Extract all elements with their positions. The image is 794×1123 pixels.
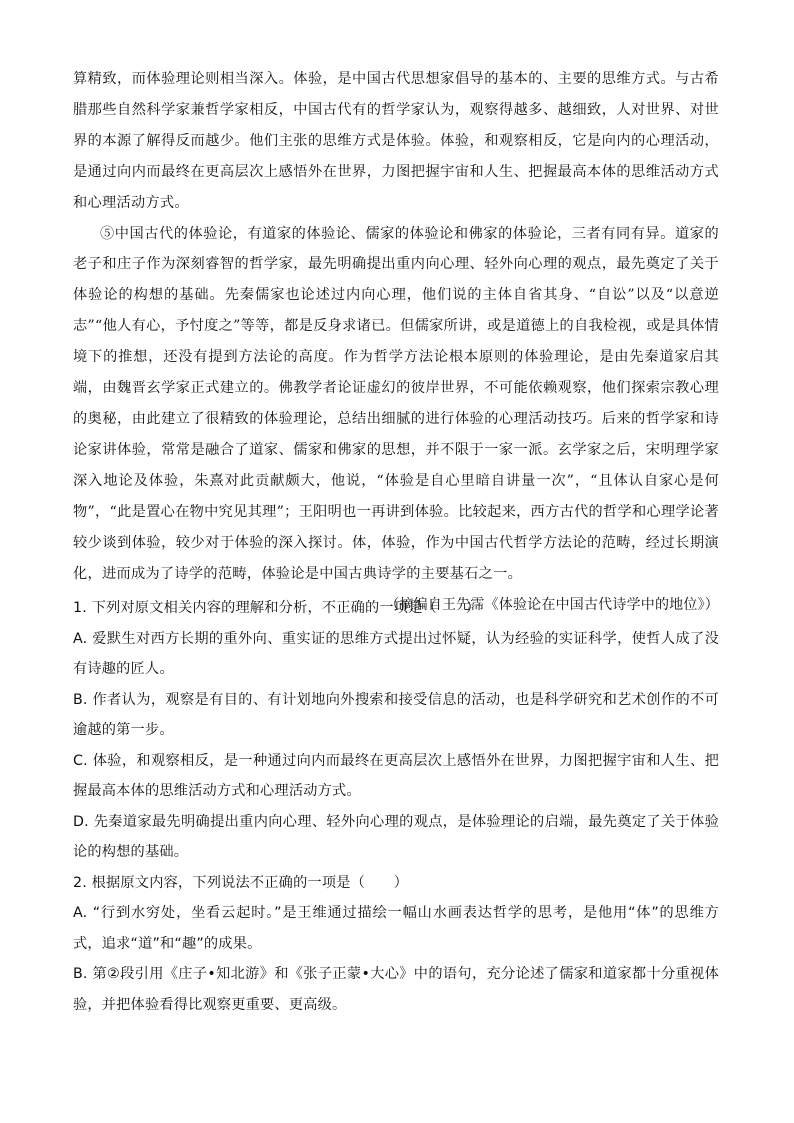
question-2-option-a: A. “行到水穷处，坐看云起时。”是王维通过描绘一幅山水画表达哲学的思考，是他用“体”的思维方式，追求“道”和“趣”的成果。 [73,905,719,952]
question-2-option-b: B. 第②段引用《庄子•知北游》和《张子正蒙•大心》中的语句，充分论述了儒家和道家都十分重视体验，并把体验看得比观察更重要、更高级。 [73,966,719,1013]
question-2-stem: 2. 根据原文内容，下列说法不正确的一项是（ ） [73,874,409,891]
question-1-option-a: A. 爱默生对西方长期的重外向、重实证的思维方式提出过怀疑，认为经验的实证科学，使哲人成了没有诗趣的匠人。 [73,630,719,677]
passage-paragraph-5: ⑤中国古代的体验论，有道家的体验论、儒家的体验论和佛家的体验论，三者有同有异。道家的老子和庄子作为深刻睿智的哲学家，最先明确提出重内向心理、轻外向心理的观点，最先奠定了关于体验论的构想的基础。先秦儒家也论述过内向心理，他们说的主体自省其身、“自讼”以及“以意逆志”“他人有心，予忖度之”等等，都是反身求诸已。但儒家所讲，或是道德上的自我检视，或是具体情境下的推想，还没有提到方法论的高度。作为哲学方法论根本原则的体验理论，是由先秦道家启其端，由魏晋玄学家正式建立的。佛教学者论证虚幻的彼岸世界，不可能依赖观察，他们探索宗教心理的奥秘，由此建立了很精致的体验理论，总结出细腻的进行体验的心理活动技巧。后来的哲学家和诗论家讲体验，常常是融合了道家、儒家和佛家的思想，并不限于一家一派。玄学家之后，宋明理学家深入地论及体验，朱熹对此贡献颇大，他说，“体验是自心里暗自讲量一次”，“且体认自家心是何物”，“此是置心在物中究见其理”；王阳明也一再讲到体验。比较起来，西方古代的哲学和心理学论著较少谈到体验，较少对于体验的深入探讨。体，体验，作为中国古代哲学方法论的范畴，经过长期演化，进而成为了诗学的范畴，体验论是中国古典诗学的主要基石之一。 [73,225,719,582]
reading-passage [73,64,719,620]
question-section [73,593,719,1020]
passage-paragraph-4-continued: 算精致，而体验理论则相当深入。体验，是中国古代思想家倡导的基本的、主要的思维方式。与古希腊那些自然科学家兼哲学家相反，中国古代有的哲学家认为，观察得越多、越细致，人对世界、对世界的本源了解得反而越少。他们主张的思维方式是体验。体验，和观察相反，它是向内的心理活动，是通过向内而最终在更高层次上感悟外在世界，力图把握宇宙和人生、把握最高本体的思维活动方式和心理活动方式。 [73,71,719,211]
question-1-stem: 1. 下列对原文相关内容的理解和分析，不正确的一项是（ ） [73,600,481,616]
question-1-option-d: D. 先秦道家最先明确提出重内向心理、轻外向心理的观点，是体验理论的启端，最先奠定了关于体验论的构想的基础。 [73,813,719,860]
question-1-option-c: C. 体验，和观察相反，是一种通过向内而最终在更高层次上感悟外在世界，力图把握宇宙和人生、把握最高本体的思维活动方式和心理活动方式。 [73,752,719,799]
passage-source-citation: （摘编自王先霈《体验论在中国古代诗学中的地位》） [385,597,719,614]
question-1-option-b: B. 作者认为，观察是有目的、有计划地向外搜索和接受信息的活动，也是科学研究和艺术创作的不可逾越的第一步。 [73,691,719,738]
